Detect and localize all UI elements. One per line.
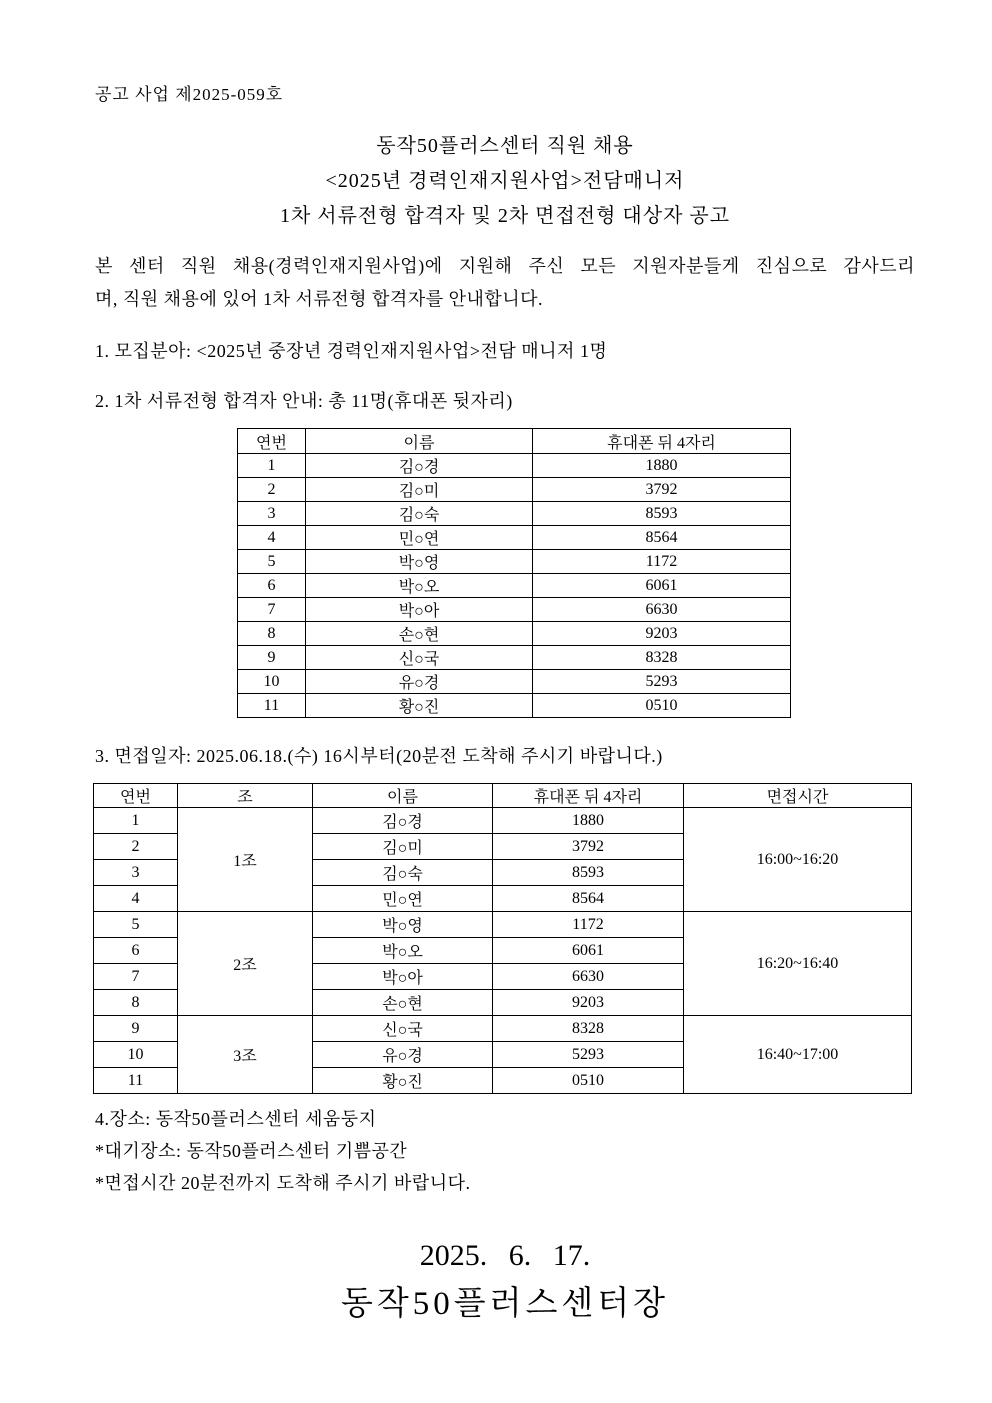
cell-num: 2: [238, 478, 306, 502]
notes-block: [95, 1103, 915, 1199]
cell-name: 김○숙: [306, 502, 533, 526]
cell-group: 1조: [178, 808, 313, 912]
cell-num: 1: [94, 808, 178, 834]
cell-phone: 0510: [533, 694, 791, 718]
table-row: [238, 598, 791, 622]
table-row: [238, 574, 791, 598]
cell-num: 5: [94, 912, 178, 938]
cell-num: 7: [238, 598, 306, 622]
cell-name: 김○경: [313, 808, 493, 834]
cell-phone: 5293: [533, 670, 791, 694]
cell-name: 민○연: [306, 526, 533, 550]
cell-num: 9: [94, 1016, 178, 1042]
cell-time: 16:00~16:20: [684, 808, 912, 912]
announcement-date: 2025. 6. 17.: [419, 1239, 591, 1272]
note-arrival: *면접시간 20분전까지 도착해 주시기 바랍니다.: [95, 1173, 471, 1193]
cell-name: 박○아: [306, 598, 533, 622]
cell-group: 2조: [178, 912, 313, 1016]
title-line-1: 동작50플러스센터 직원 채용: [376, 135, 634, 157]
cell-phone: 8328: [493, 1016, 684, 1042]
cell-phone: 3792: [493, 834, 684, 860]
table-row: [238, 526, 791, 550]
table-row: [238, 454, 791, 478]
cell-num: 3: [238, 502, 306, 526]
applicant-table: [237, 428, 791, 718]
cell-name: 박○오: [306, 574, 533, 598]
table-row: [238, 694, 791, 718]
table-row: [94, 912, 912, 938]
cell-phone: 8564: [533, 526, 791, 550]
header-num: 연번: [238, 429, 306, 454]
cell-num: 6: [94, 938, 178, 964]
cell-num: 5: [238, 550, 306, 574]
table-row: [238, 478, 791, 502]
cell-name: 김○미: [313, 834, 493, 860]
cell-name: 박○오: [313, 938, 493, 964]
cell-phone: 6630: [533, 598, 791, 622]
cell-phone: 1880: [493, 808, 684, 834]
cell-phone: 1172: [493, 912, 684, 938]
table-row: [94, 808, 912, 834]
doc-number: 공고 사업 제2025-059호: [95, 85, 284, 104]
header-name: 이름: [313, 784, 493, 808]
signature: 동작50플러스센터장: [340, 1286, 670, 1322]
cell-name: 박○영: [306, 550, 533, 574]
cell-name: 신○국: [313, 1016, 493, 1042]
section-3-heading: 3. 면접일자: 2025.06.18.(수) 16시부터(20분전 도착해 주시기 바랍니다.): [95, 746, 663, 766]
cell-phone: 6630: [493, 964, 684, 990]
applicant-table-header-row: [238, 429, 791, 454]
cell-phone: 8593: [493, 860, 684, 886]
cell-num: 8: [94, 990, 178, 1016]
title-line-2: <2025년 경력인재지원사업>전담매니저: [325, 170, 685, 192]
cell-phone: 0510: [493, 1068, 684, 1094]
cell-name: 김○경: [306, 454, 533, 478]
cell-phone: 6061: [533, 574, 791, 598]
cell-phone: 6061: [493, 938, 684, 964]
header-phone: 휴대폰 뒤 4자리: [533, 429, 791, 454]
cell-phone: 9203: [493, 990, 684, 1016]
cell-name: 신○국: [306, 646, 533, 670]
interview-schedule-table: [93, 783, 912, 1094]
cell-num: 11: [238, 694, 306, 718]
interview-table-header-row: [94, 784, 912, 808]
note-location: 4.장소: 동작50플러스센터 세움둥지: [95, 1109, 377, 1129]
cell-phone: 1172: [533, 550, 791, 574]
cell-name: 민○연: [313, 886, 493, 912]
cell-phone: 5293: [493, 1042, 684, 1068]
cell-phone: 8328: [533, 646, 791, 670]
header-phone: 휴대폰 뒤 4자리: [493, 784, 684, 808]
cell-name: 김○미: [306, 478, 533, 502]
cell-num: 1: [238, 454, 306, 478]
table-row: [238, 622, 791, 646]
cell-num: 3: [94, 860, 178, 886]
table-row: [238, 670, 791, 694]
title-line-3: 1차 서류전형 합격자 및 2차 면접전형 대상자 공고: [279, 205, 731, 227]
title-block: [95, 129, 915, 234]
table-row: [238, 550, 791, 574]
table-row: [238, 646, 791, 670]
cell-num: 10: [94, 1042, 178, 1068]
intro-line-1: 본 센터 직원 채용(경력인재지원사업)에 지원해 주신 모든 지원자분들게 진심으로 감사드리: [95, 256, 915, 276]
cell-num: 4: [238, 526, 306, 550]
table-row: [94, 1016, 912, 1042]
cell-num: 4: [94, 886, 178, 912]
cell-name: 박○아: [313, 964, 493, 990]
cell-num: 9: [238, 646, 306, 670]
cell-num: 11: [94, 1068, 178, 1094]
cell-phone: 1880: [533, 454, 791, 478]
cell-name: 유○경: [313, 1042, 493, 1068]
cell-name: 손○현: [313, 990, 493, 1016]
header-num: 연번: [94, 784, 178, 808]
cell-phone: 3792: [533, 478, 791, 502]
note-waiting-area: *대기장소: 동작50플러스센터 기쁨공간: [95, 1141, 408, 1161]
cell-num: 8: [238, 622, 306, 646]
intro-line-2: 며, 직원 채용에 있어 1차 서류전형 합격자를 안내합니다.: [95, 289, 544, 309]
table-row: [238, 502, 791, 526]
cell-name: 김○숙: [313, 860, 493, 886]
cell-num: 7: [94, 964, 178, 990]
cell-name: 황○진: [313, 1068, 493, 1094]
cell-phone: 9203: [533, 622, 791, 646]
cell-num: 2: [94, 834, 178, 860]
section-2-heading: 2. 1차 서류전형 합격자 안내: 총 11명(휴대폰 뒷자리): [95, 391, 513, 411]
section-1-heading: 1. 모집분아: <2025년 중장년 경력인재지원사업>전담 매니저 1명: [95, 341, 608, 361]
cell-phone: 8564: [493, 886, 684, 912]
header-name: 이름: [306, 429, 533, 454]
cell-num: 6: [238, 574, 306, 598]
cell-time: 16:40~17:00: [684, 1016, 912, 1094]
header-time: 면접시간: [684, 784, 912, 808]
cell-group: 3조: [178, 1016, 313, 1094]
cell-num: 10: [238, 670, 306, 694]
cell-phone: 8593: [533, 502, 791, 526]
cell-name: 황○진: [306, 694, 533, 718]
cell-name: 박○영: [313, 912, 493, 938]
cell-name: 손○현: [306, 622, 533, 646]
intro-paragraph: [95, 250, 915, 316]
header-group: 조: [178, 784, 313, 808]
cell-name: 유○경: [306, 670, 533, 694]
cell-time: 16:20~16:40: [684, 912, 912, 1016]
